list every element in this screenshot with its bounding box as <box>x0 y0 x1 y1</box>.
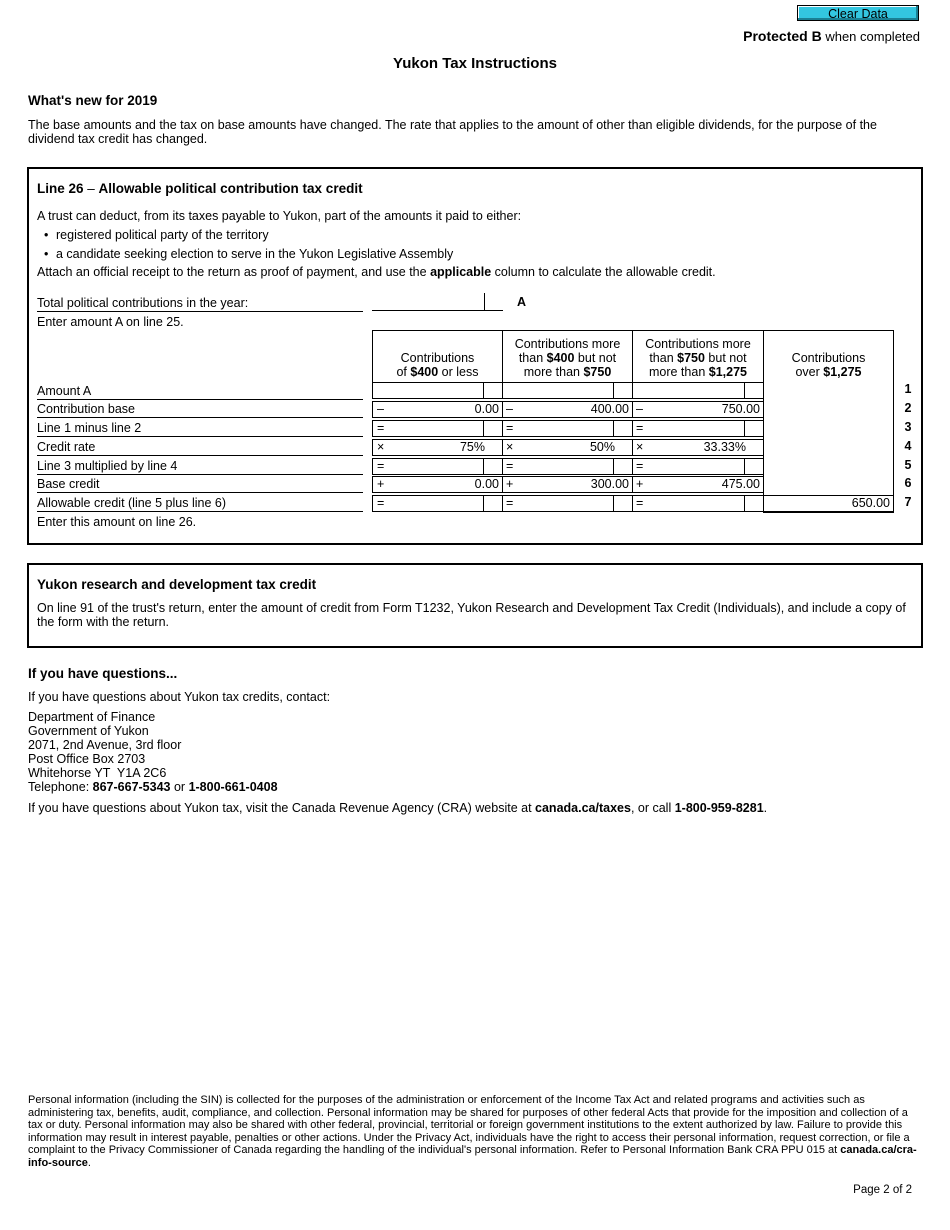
contribution-base-col1 <box>372 401 503 418</box>
column-header-1 <box>372 330 503 382</box>
line26-heading <box>37 181 363 196</box>
line5-result-col1[interactable] <box>372 458 503 475</box>
cents-box <box>483 383 502 398</box>
bullet-item: registered political party of the territory <box>56 228 269 242</box>
amount-a-input-col1[interactable] <box>372 382 503 399</box>
privacy-end: . <box>87 1156 91 1169</box>
plus-icon: + <box>377 477 385 491</box>
telephone-1: 867-667-5343 <box>92 780 171 794</box>
cra-contact-line <box>28 801 767 815</box>
column-header-3 <box>632 330 764 382</box>
allowable-credit-col3[interactable] <box>632 495 764 512</box>
column-4-body <box>763 382 894 513</box>
attach-instruction <box>37 265 716 279</box>
line3-result-col1[interactable] <box>372 420 503 437</box>
line-number: 3 <box>904 420 912 434</box>
address-line: Government of Yukon <box>28 724 149 738</box>
minus-icon: – <box>506 402 513 416</box>
contribution-base-value: 400.00 <box>590 402 629 416</box>
enter-line26-instruction: Enter this amount on line 26. <box>37 515 197 529</box>
col2-line3-pre: more than <box>523 365 584 379</box>
base-credit-value: 300.00 <box>590 477 629 491</box>
line-number: 1 <box>904 382 912 396</box>
equals-icon: = <box>506 421 514 435</box>
col3-line2-pre: than <box>649 351 678 365</box>
row-label-amount-a: Amount A <box>37 383 363 400</box>
equals-icon: = <box>377 459 385 473</box>
telephone-or: or <box>170 780 189 794</box>
col3-line3-pre: more than <box>648 365 709 379</box>
row-label-contribution-base: Contribution base <box>37 401 363 418</box>
cents-box <box>483 496 502 511</box>
col4-line2-bold: $1,275 <box>823 365 862 379</box>
col3-line2-post: but not <box>704 351 747 365</box>
equals-icon: = <box>377 496 385 510</box>
bullet-icon: • <box>44 228 49 242</box>
bullet-item: a candidate seeking election to serve in the Yukon Legislative Assembly <box>56 247 454 261</box>
amount-a-input-col3[interactable] <box>632 382 764 399</box>
cra-phone: 1-800-959-8281 <box>674 801 764 815</box>
questions-intro: If you have questions about Yukon tax credits, contact: <box>28 690 331 704</box>
rd-text: On line 91 of the trust's return, enter the amount of credit from Form T1232, Yukon Research and Development Tax Credit (Individuals), and include a copy of the form with the return. <box>37 601 906 629</box>
clear-data-button[interactable]: Clear Data <box>797 5 919 21</box>
row-label-credit-rate: Credit rate <box>37 439 363 456</box>
line-number: 2 <box>904 401 912 415</box>
times-icon: × <box>377 440 385 454</box>
equals-icon: = <box>506 459 514 473</box>
total-contributions-label: Total political contributions in the year: <box>37 296 363 312</box>
attach-post: column to calculate the allowable credit. <box>491 265 716 279</box>
contribution-base-col3 <box>632 401 764 418</box>
cents-divider <box>484 293 485 310</box>
col2-line2-bold: $400 <box>546 351 575 365</box>
col2-line3-bold: $750 <box>583 365 612 379</box>
line26-heading-rest: Allowable political contribution tax credit <box>98 181 363 196</box>
credit-rate-value: 75% <box>459 440 485 454</box>
col3-line2-bold: $750 <box>677 351 705 365</box>
allowable-credit-col1[interactable] <box>372 495 503 512</box>
line-number: 4 <box>904 439 912 453</box>
privacy-url: canada.ca/cra-info-source <box>28 1144 917 1169</box>
cents-box <box>483 421 502 436</box>
base-credit-value: 0.00 <box>474 477 499 491</box>
total-letter-a: A <box>517 295 527 309</box>
contribution-base-col2 <box>502 401 633 418</box>
enter-a-instruction: Enter amount A on line 25. <box>37 315 184 329</box>
row-label-allowable-credit: Allowable credit (line 5 plus line 6) <box>37 495 363 512</box>
col2-line2-post: but not <box>574 351 617 365</box>
bullet-icon: • <box>44 247 49 261</box>
credit-rate-col1 <box>372 439 503 456</box>
row-label-line1-minus-line2: Line 1 minus line 2 <box>37 420 363 437</box>
allowable-credit-col2[interactable] <box>502 495 633 512</box>
base-credit-col2 <box>502 476 633 493</box>
col4-line1: Contributions <box>791 351 866 365</box>
page-number: Page 2 of 2 <box>853 1184 912 1196</box>
equals-icon: = <box>506 496 514 510</box>
plus-icon: + <box>636 477 644 491</box>
line-number: 6 <box>904 476 912 490</box>
whats-new-text: The base amounts and the tax on base amounts have changed. The rate that applies to the amount of other than eligible dividends, for the purpose of the dividend tax credit has changed. <box>28 118 877 146</box>
cents-box <box>483 459 502 474</box>
row-label-line3-times-line4: Line 3 multiplied by line 4 <box>37 458 363 475</box>
attach-pre: Attach an official receipt to the return as proof of payment, and use the <box>37 265 431 279</box>
privacy-text: Personal information (including the SIN) is collected for the purposes of the administration or enforcement of the Income Tax Act and related programs and activities such as administering tax, benefits, audit, compliance, and collection. Personal information may be shared for purposes of other federal Acts that provide for the imposition and collection of a tax or duty. Personal information may also be shared with other federal, provincial, territorial or foreign government institutions to the extent authorized by law. Failure to provide this information may result in interest payable, penalties or other actions. Under the Privacy Act, individuals have the right to access their personal information, request correction, or file a complaint to the Privacy Commissioner of Canada regarding the handling of the individual's personal information. Refer to Personal Information Bank CRA PPU 015 at <box>28 1094 910 1157</box>
times-icon: × <box>506 440 514 454</box>
base-credit-col1 <box>372 476 503 493</box>
col2-line1: Contributions more <box>514 337 621 351</box>
cra-mid: , or call <box>630 801 675 815</box>
privacy-notice <box>28 1094 920 1170</box>
credit-rate-col2 <box>502 439 633 456</box>
plus-icon: + <box>506 477 514 491</box>
page-title: Yukon Tax Instructions <box>393 55 557 72</box>
col2-line2-pre: than <box>518 351 547 365</box>
total-contributions-input[interactable] <box>372 293 503 311</box>
line26-heading-prefix: Line 26 <box>37 181 84 196</box>
line-number: 5 <box>904 458 912 472</box>
line3-result-col2[interactable] <box>502 420 633 437</box>
protected-b-text: Protected B <box>743 28 822 44</box>
allowable-credit-col4 <box>763 495 894 512</box>
cra-end: . <box>763 801 768 815</box>
cents-box <box>613 421 632 436</box>
col1-line2-bold: $400 <box>410 365 439 379</box>
line26-intro: A trust can deduct, from its taxes payable to Yukon, part of the amounts it paid to either: <box>37 209 522 223</box>
amount-a-input-col2[interactable] <box>502 382 633 399</box>
column-header-4 <box>763 330 894 382</box>
base-credit-col3 <box>632 476 764 493</box>
telephone-label: Telephone: <box>28 780 93 794</box>
contribution-base-value: 0.00 <box>474 402 499 416</box>
cents-box <box>744 459 763 474</box>
cents-box <box>744 421 763 436</box>
protected-b-label <box>743 28 920 44</box>
col1-line1: Contributions <box>400 351 475 365</box>
col4-line2-pre: over <box>795 365 824 379</box>
cents-box <box>613 383 632 398</box>
line5-result-col3[interactable] <box>632 458 764 475</box>
credit-rate-col3 <box>632 439 764 456</box>
cents-box <box>613 496 632 511</box>
allowable-credit-value: 650.00 <box>851 496 890 510</box>
times-icon: × <box>636 440 644 454</box>
attach-bold: applicable <box>430 265 492 279</box>
minus-icon: – <box>377 402 384 416</box>
cra-pre: If you have questions about Yukon tax, visit the Canada Revenue Agency (CRA) website at <box>28 801 536 815</box>
protected-suffix: when completed <box>821 29 920 44</box>
equals-icon: = <box>636 421 644 435</box>
address-line: 2071, 2nd Avenue, 3rd floor <box>28 738 182 752</box>
cents-box <box>744 496 763 511</box>
contribution-base-value: 750.00 <box>721 402 760 416</box>
cents-box <box>613 459 632 474</box>
credit-rate-value: 33.33% <box>703 440 746 454</box>
credit-rate-value: 50% <box>589 440 615 454</box>
address-line: Department of Finance <box>28 710 156 724</box>
rd-heading: Yukon research and development tax credit <box>37 577 317 592</box>
row-label-base-credit: Base credit <box>37 476 363 493</box>
column-header-2 <box>502 330 633 382</box>
col3-line1: Contributions more <box>645 337 751 351</box>
equals-icon: = <box>377 421 385 435</box>
line-number: 7 <box>904 495 912 509</box>
address-line: Whitehorse YT Y1A 2C6 <box>28 766 167 780</box>
equals-icon: = <box>636 496 644 510</box>
base-credit-value: 475.00 <box>721 477 760 491</box>
col3-line3-bold: $1,275 <box>708 365 747 379</box>
telephone-line <box>28 780 278 794</box>
col1-line2-post: or less <box>438 365 479 379</box>
whats-new-heading: What's new for 2019 <box>28 93 158 108</box>
questions-heading: If you have questions... <box>28 666 178 681</box>
cra-url: canada.ca/taxes <box>535 801 631 815</box>
col1-line2-pre: of <box>396 365 411 379</box>
cents-box <box>744 383 763 398</box>
line5-result-col2[interactable] <box>502 458 633 475</box>
telephone-2: 1-800-661-0408 <box>188 780 278 794</box>
line3-result-col3[interactable] <box>632 420 764 437</box>
address-line: Post Office Box 2703 <box>28 752 146 766</box>
line26-heading-dash: – <box>83 181 99 196</box>
minus-icon: – <box>636 402 643 416</box>
equals-icon: = <box>636 459 644 473</box>
